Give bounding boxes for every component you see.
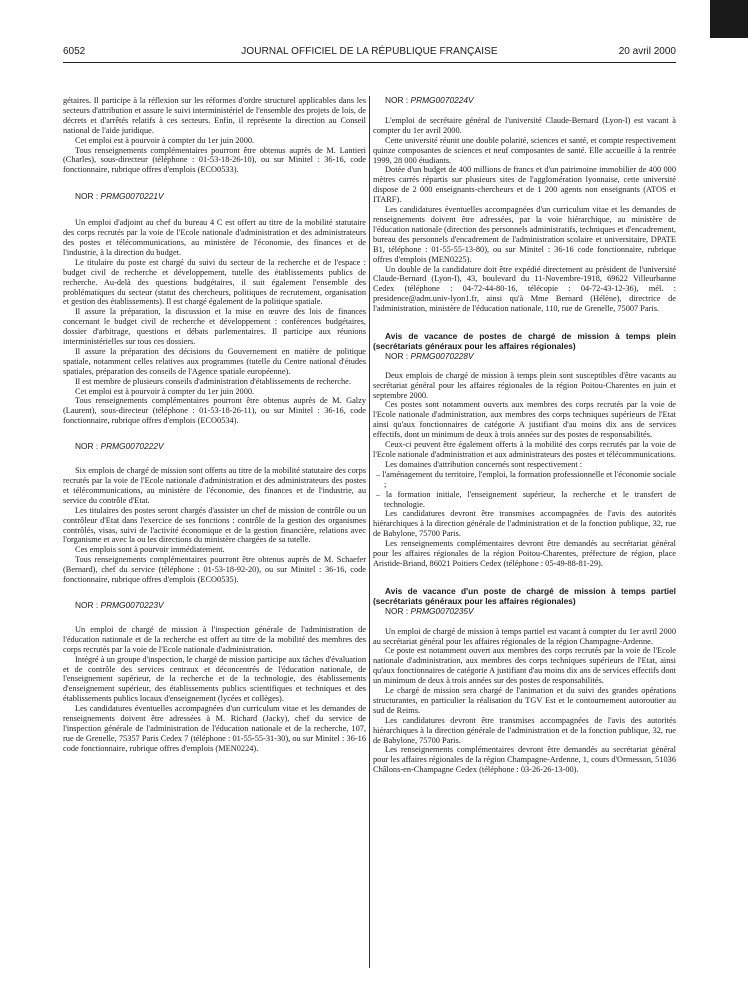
paragraph: Tous renseignements complémentaires pourront être obtenus auprès de M. Galzy (Laurent), sous-directeur (téléphone : 01-53-18-26-11), ou sur Minitel : 36-16, code fonctionnaire, rubrique offres d'emplois (ECO0534). <box>63 396 366 426</box>
paragraph: Les candidatures éventuelles accompagnées d'un curriculum vitae et les demandes de renseignements doivent être adressées à M. Richard (Jacky), chef du service de l'inspection générale de l'administration de l'éducation nationale et de la recherche, 107, rue de Grenelle, 75357 Paris Cedex 7 (téléphone : 01-55-55-31-30), ou sur Minitel : 36-16 code fonctionnaire, rubrique offres d'emplois (MEN0224). <box>63 704 366 753</box>
paragraph: Ces emplois sont à pourvoir immédiatement. <box>75 545 225 555</box>
paragraph: Tous renseignements complémentaires pourront être obtenus auprès de M. Schaefer (Bernard), chef du service (téléphone : 01-53-18-92-20), ou sur Minitel : 36-16, code fonctionnaire, rubrique offres d'emplois (ECO0535). <box>63 555 366 585</box>
page-number: 6052 <box>63 46 86 57</box>
paragraph: Un emploi de chargé de mission à temps partiel est vacant à compter du 1er avril 2000 au secrétariat général pour les affaires régionales de la région Champagne-Ardenne. <box>373 626 676 646</box>
paragraph: Les candidatures devront être transmises accompagnées de l'avis des autorités hiérarchiques à la direction générale de l'administration et de la fonction publique, 32, rue de Babylone, 75700 Paris. <box>373 509 676 539</box>
notice-heading: Avis de vacance de postes de chargé de mission à temps plein (secrétariats généraux pour les affaires régionales) <box>373 331 676 351</box>
paragraph: Un emploi de chargé de mission à l'inspection générale de l'administration de l'éducation nationale et de la recherche est offert au titre de la mobilité des membres des corps recrutés par la voie de l'Ecole nationale d'administration. <box>63 624 366 654</box>
paragraph: Les titulaires des postes seront chargés d'assister un chef de mission de contrôle ou un contrôleur d'Etat dans l'exercice de ses fonctions : contrôle de la gestion des organismes contrôlés, visas, suivi de l'activité économique et de la gestion financière, relations avec l'organisme et avec la ou les directions du ministère chargées de sa tutelle. <box>63 505 366 545</box>
corner-registration-mark <box>710 0 748 38</box>
paragraph: Ces postes sont notamment ouverts aux membres des corps recrutés par la voie de l'Ecole nationale d'administration, aux membres des corps techniques supérieurs de l'Etat ainsi qu'aux fonctionnaires de catégorie A justifiant d'au moins dix ans de services effectifs, dont un minimum de deux à trois années sur des postes de responsabilités. <box>373 400 676 440</box>
notice-continued <box>63 96 366 175</box>
right-column <box>373 96 676 775</box>
nor-reference: NOR : PRMG0070223V <box>75 599 164 610</box>
notice <box>63 192 366 426</box>
paragraph: gétaires. Il participe à la réflexion sur les réformes d'ordre structurel applicables dans les secteurs d'attribution et assure le suivi interministériel de l'ensemble des projets de lois, de décrets et d'arrêtés relatifs à ces secteurs. Enfin, il représente la direction au Conseil national de l'aide juridique. <box>63 96 366 135</box>
nor-reference: NOR : PRMG0070224V <box>385 95 474 105</box>
paragraph: Deux emplois de chargé de mission à temps plein sont susceptibles d'être vacants au secrétariat général pour les affaires régionales de la région Poitou-Charentes en juin et septembre 2000. <box>373 370 676 400</box>
paragraph: Il assure la préparation, la discussion et la mise en œuvre des lois de finances concernant le budget civil de recherche et développement : conférences budgétaires, dossier d'arbitrage, questions et débats parlementaires. Il participe aux réunions interministérielles sur tous ces dossiers. <box>63 307 366 347</box>
paragraph: Le chargé de mission sera chargé de l'animation et du suivi des grandes opérations structurantes, en particulier la réalisation du TGV Est et le contournement autoroutier au sud de Reims. <box>373 686 676 715</box>
nor-reference: NOR : PRMG0070222V <box>75 441 164 452</box>
paragraph: L'emploi de secrétaire général de l'université Claude-Bernard (Lyon-I) est vacant à compter du 1er avril 2000. <box>373 115 676 135</box>
column-divider <box>369 96 370 968</box>
paragraph: Ce poste est notamment ouvert aux membres des corps recrutés par la voie de l'Ecole nationale d'administration, aux membres des corps techniques supérieurs de l'Etat, ainsi qu'aux fonctionnaires de catégorie A justifiant d'au moins dix ans de services effectifs dont un minimum de deux à trois années sur des postes de responsabilités. <box>373 646 676 686</box>
paragraph: Tous renseignements complémentaires pourront être obtenus auprès de M. Lantieri (Charles), sous-directeur (téléphone : 01-53-18-26-10), ou sur Minitel : 36-16, code fonctionnaire, rubrique offres d'emplois (ECO0533). <box>63 145 366 175</box>
paragraph: Intégré à un groupe d'inspection, le chargé de mission participe aux tâches d'évaluation et de contrôle des services centraux et déconcentrés de l'éducation nationale, de l'enseignement supérieur, de la recherche et de la technologie, des établissements d'enseignement supérieur, des établissements publics scientifiques et techniques et des établissements publics locaux d'enseignement (lycées et collèges). <box>63 654 366 704</box>
header-rule <box>63 62 676 63</box>
paragraph: Les candidatures devront être transmises accompagnées de l'avis des autorités hiérarchiques à la direction générale de l'administration et de la fonction publique, 32, rue de Babylone, 75700 Paris. <box>373 715 676 745</box>
paragraph: Il assure la préparation des décisions du Gouvernement en matière de politique spatiale, notamment celles relatives aux programmes (tutelle du Centre national d'études spatiales, préparation des conseils de l'Agence spatiale européenne). <box>63 346 366 376</box>
paragraph: Six emplois de chargé de mission sont offerts au titre de la mobilité statutaire des corps recrutés par la voie de l'Ecole nationale d'administration et des administrateurs des postes et télécommunications, au ministère de l'économie, des finances et de l'industrie, au service du contrôle d'Etat. <box>63 466 366 505</box>
list-item: – l'aménagement du territoire, l'emploi, la formation professionnelle et l'économie sociale ; <box>373 470 676 490</box>
paragraph: Cette université réunit une double polarité, sciences et santé, et compte respectivement quinze composantes de sciences et neuf composantes de santé. Elle accueille à la rentrée 1999, 28 000 étudiants. <box>373 135 676 165</box>
paragraph: Un double de la candidature doit être expédié directement au président de l'université Claude-Bernard (Lyon-I), 43, boulevard du 11-Novembre-1918, 69622 Villeurbanne Cedex (téléphone : 04-72-44-80-16, télécopie : 04-72-43-12-36), mél. : presidence@adm.univ-lyon1.fr, ainsi qu'à Mme Bernard (Hélène), directrice de l'administration, ministère de l'éducation nationale, 110, rue de Grenelle, 75007 Paris. <box>373 264 676 314</box>
notice <box>373 332 676 569</box>
issue-date: 20 avril 2000 <box>618 46 676 57</box>
paragraph: Cet emploi est à pourvoir à compter du 1er juin 2000. <box>75 386 255 396</box>
attribution-list <box>373 470 676 510</box>
notice <box>373 96 676 314</box>
nor-reference: NOR : PRMG0070235V <box>385 605 474 616</box>
list-item: – la formation initiale, l'enseignement supérieur, la recherche et le transfert de technologie. <box>373 490 676 510</box>
nor-reference: NOR : PRMG0070228V <box>385 350 474 361</box>
notice <box>373 587 676 775</box>
paragraph: Dotée d'un budget de 400 millions de francs et d'un patrimoine immobilier de 400 000 mètres carrés répartis sur plusieurs sites de l'agglomération lyonnaise, cette université dispose de 2 000 enseignants-chercheurs et de 1 200 agents non enseignants (ATOS et ITARF). <box>373 165 676 205</box>
notice-heading: Avis de vacance d'un poste de chargé de mission à temps partiel (secrétariats généraux pour les affaires régionales) <box>373 585 676 606</box>
paragraph: Le titulaire du poste est chargé du suivi du secteur de la recherche et de l'espace : budget civil de recherche et développement, tutelle des établissements publics de recherche. Au-delà des questions budgétaires, il suit également l'ensemble des problématiques du secteur (statut des chercheurs, politiques de recrutement, organisation et gestion des établissements). Il est chargé également de la politique spatiale. <box>63 257 366 307</box>
paragraph: Ceux-ci peuvent être également offerts à la mobilité des corps recrutés par la voie de l'Ecole nationale d'administration et aux administrateurs des postes et télécommunications. <box>373 440 676 459</box>
page-header <box>63 44 676 58</box>
journal-title: JOURNAL OFFICIEL DE LA RÉPUBLIQUE FRANÇAISE <box>241 46 498 57</box>
paragraph: Un emploi d'adjoint au chef du bureau 4 C est offert au titre de la mobilité statutaire des corps recrutés par la voie de l'Ecole nationale d'administration et des administrateurs des postes et télécommunications, au ministère de l'économie, des finances et de l'industrie, à la direction du budget. <box>63 218 366 257</box>
paragraph: Les renseignements complémentaires devront être demandés au secrétariat général pour les affaires régionales de la région Champagne-Ardenne, 1, cours d'Ormesson, 51036 Châlons-en-Champagne Cedex (téléphone : 03-26-26-13-00). <box>373 745 676 775</box>
paragraph: Les candidatures éventuelles accompagnées d'un curriculum vitae et les demandes de renseignements doivent être adressées, par la voie hiérarchique, au ministère de l'éducation nationale (direction des personnels administratifs, techniques et d'encadrement, bureau des personnels d'encadrement de l'administration scolaire et universitaire, DPATE B1, téléphone : 01-55-55-13-80), ou sur Minitel : 36-16 code fonctionnaire, rubrique offres d'emplois (MEN0225). <box>373 205 676 264</box>
paragraph: Les domaines d'attribution concernés sont respectivement : <box>385 459 583 469</box>
nor-reference: NOR : PRMG0070221V <box>75 191 164 202</box>
notice <box>63 442 366 585</box>
notice <box>63 601 366 754</box>
paragraph: Il est membre de plusieurs conseils d'administration d'établissements de recherche. <box>75 376 351 386</box>
paragraph: Cet emploi est à pourvoir à compter du 1er juin 2000. <box>75 135 255 145</box>
paragraph: Les renseignements complémentaires devront être demandés au secrétariat général pour les affaires régionales de la région Poitou-Charentes, préfecture de région, place Aristide-Briand, 86021 Poitiers Cedex (téléphone : 05-49-88-81-29). <box>373 539 676 568</box>
left-column <box>63 96 366 754</box>
